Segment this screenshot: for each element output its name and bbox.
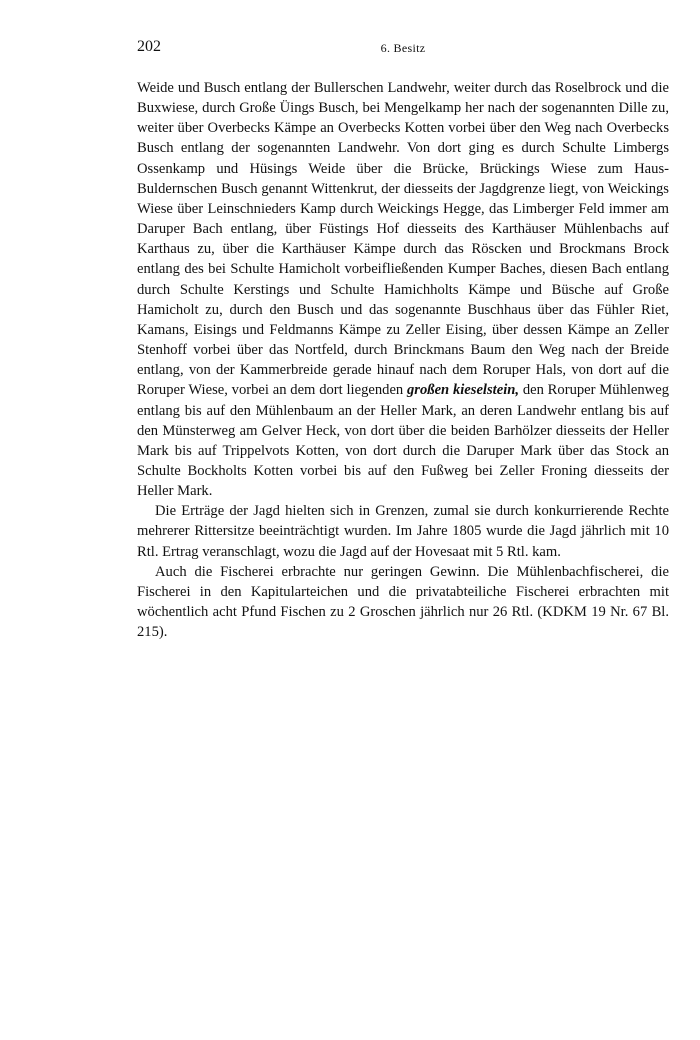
paragraph: Die Erträge der Jagd hielten sich in Grenzen, zumal sie durch konkurrierende Rechte mehrerer Rittersitze beeinträchtigt wurden. Im Jahre 1805 wurde die Jagd jährlich mit 10 Rtl. Ertrag veranschlagt, wozu die Jagd auf der Hovesaat mit 5 Rtl. kam. — [137, 503, 669, 560]
page-header — [137, 38, 669, 62]
paragraph: Auch die Fischerei erbrachte nur geringen Gewinn. Die Mühlenbachfischerei, die Fischerei in den Kapitularteichen und die privatabteiliche Fischerei erbrachten mit wöchentlich acht Pfund Fischen zu 2 Groschen jährlich nur 26 Rtl. (KDKM 19 Nr. 67 Bl. 215). — [137, 563, 669, 641]
paragraph-text: Weide und Busch entlang der Bullerschen Landwehr, weiter durch das Roselbrock und die Buxwiese, durch Große Üings Busch, bei Mengelkamp her nach der sogenannten Dille zu, weiter über Overbecks Kämpe an Overbecks Kotten vorbei über den Weg nach Overbecks Busch entlang der sogenannten Landwehr. Von dort ging es durch Schulte Limbergs Ossenkamp und Hüsings Weide über die Brücke, Brückings Wiese zum Haus-Buldernschen Busch genannt Wittenkrut, der diesseits der Jagdgrenze liegt, von Weickings Wiese über Leinschnieders Kamp durch Weickings Hegge, das Limberger Feld immer am Daruper Bach entlang, über Füstings Hof diesseits des Karthäuser Mühlenbachs auf Karthaus zu, über die Karthäuser Kämpe durch das Röscken und Brockmans Brock entlang des bei Schulte Hamicholt vorbeifließenden Kumper Baches, diesen Bach entlang durch Schulte Kerstings und Schulte Hamichholts Kämpe und Büsche auf Große Hamicholt zu, durch den Busch und das sogenannte Buschhaus über das Fühler Riet, Kamans, Eisings und Feldmanns Kämpe zu Zeller Eising, über dessen Kämpe an Zeller Stenhoff vorbei über das Nortfeld, durch Brinckmans Baum den Weg nach der Breide entlang, von der Kammerbreide gerade hinauf nach dem Roruper Hals, von dort auf die Roruper Wiese, vorbei an dem dort liegenden — [137, 80, 669, 399]
paragraph-text-continued: den Roruper Mühlenweg entlang bis auf den Mühlenbaum an der Heller Mark, an deren Landwehr entlang bis auf den Münsterweg am Gelver Heck, von dort über die beiden Barhölzer diesseits der Heller Mark bis auf Trippelvots Kotten, von dort durch die Daruper Mark über das Stock an Schulte Bockholts Kotten vorbei bis auf den Fußweg bei Zeller Froning diesseits der Heller Mark. — [137, 382, 669, 500]
running-head: 6. Besitz — [380, 41, 426, 55]
paragraph — [137, 78, 669, 501]
emphasized-phrase: großen kieselstein, — [407, 382, 520, 399]
body-text — [137, 78, 669, 642]
page-number: 202 — [137, 38, 161, 55]
